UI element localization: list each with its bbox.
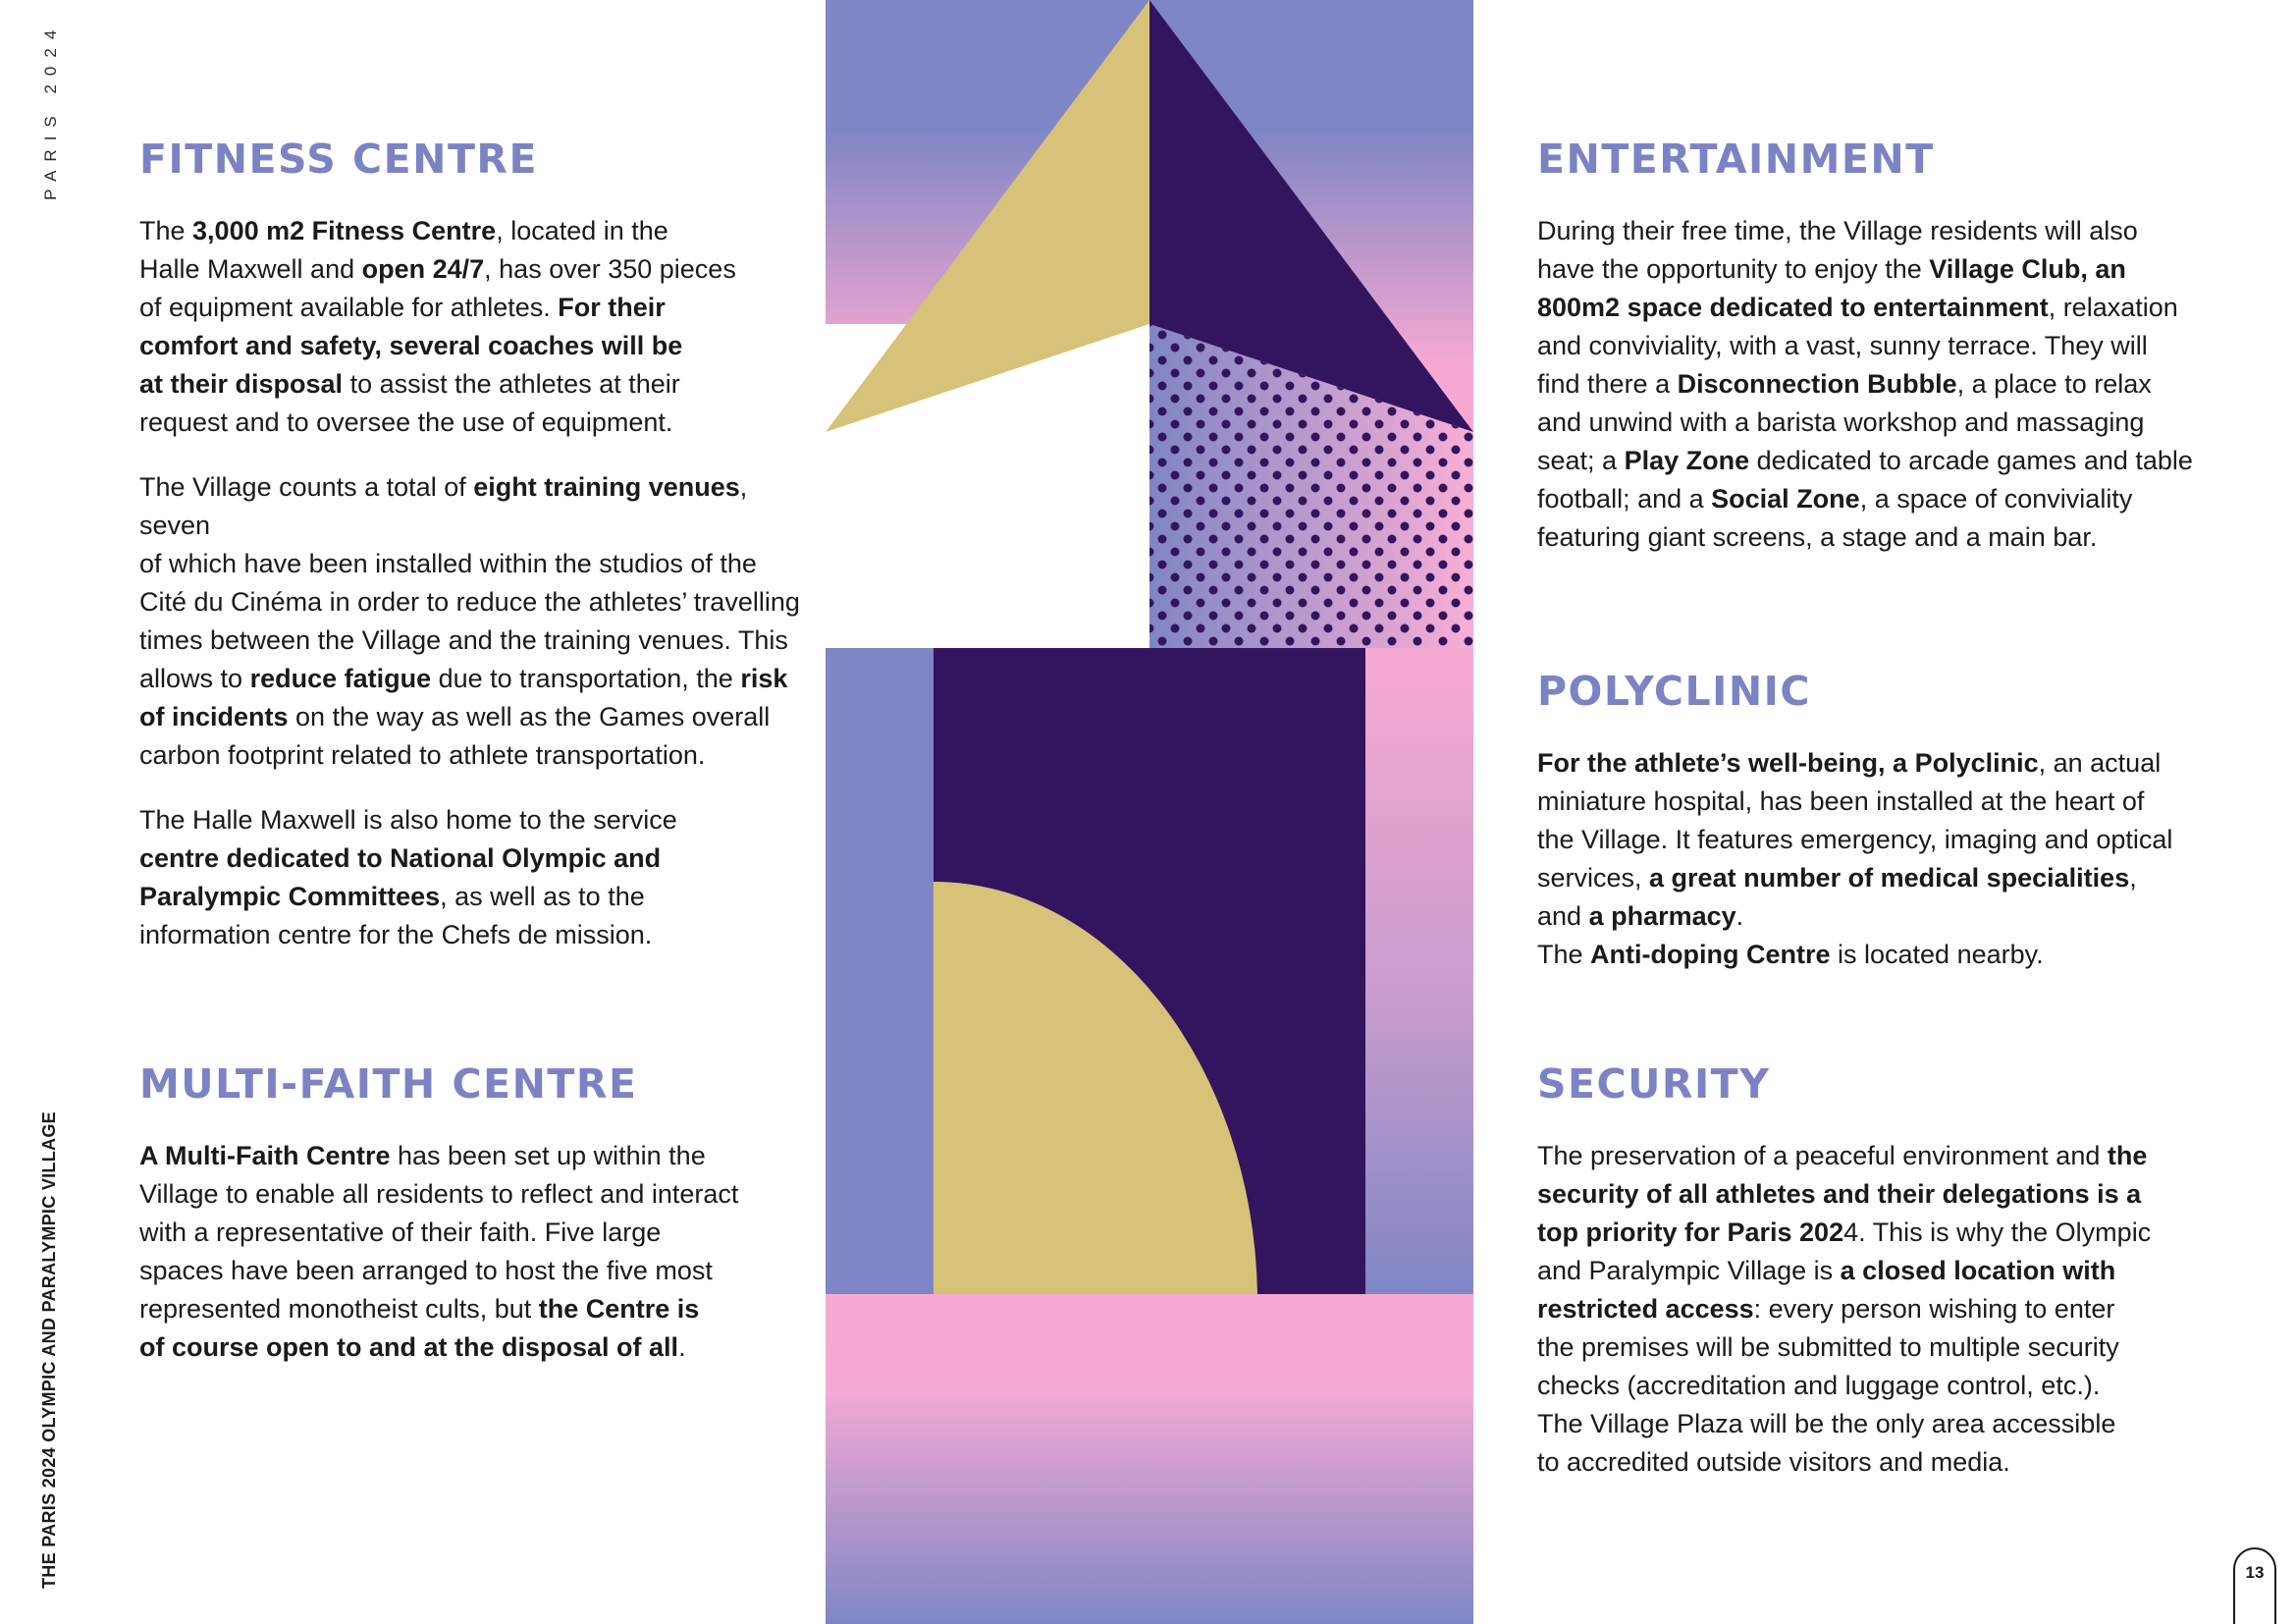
- text-run: , has over 350 pieces of equipment available for athletes.: [139, 254, 736, 322]
- fitness-heading: FITNESS CENTRE: [139, 135, 538, 183]
- bold-text: Village Club, an 800m2 space dedicated to entertainment: [1537, 254, 2126, 322]
- entertainment-section: [1537, 135, 2244, 583]
- text-run: to assist the athletes at their request and to oversee the use of equipment.: [139, 369, 680, 437]
- text-run: , and: [1537, 863, 2137, 931]
- polyclinic-heading: POLYCLINIC: [1537, 668, 1811, 715]
- security-section: [1537, 1060, 2244, 1508]
- fitness-paragraph-1: [139, 212, 817, 442]
- bold-text: risk of incidents: [139, 664, 788, 731]
- text-run: , located in the Halle Maxwell and: [139, 216, 668, 284]
- security-heading: SECURITY: [1537, 1060, 1771, 1108]
- text-run: The Village counts a total of: [139, 472, 474, 502]
- bold-text: a pharmacy: [1588, 901, 1736, 931]
- text-run: : every person wishing to enter the premises will be submitted to multiple security checks (accreditation and luggage control, etc.). The Village Plaza will be the only area accessible to accredited outside visitors and media.: [1537, 1294, 2119, 1477]
- bold-text: A Multi-Faith Centre: [139, 1141, 391, 1170]
- bold-text: the Centre is of course open to and at the disposal of all: [139, 1294, 700, 1362]
- text-run: The preservation of a peaceful environment and: [1537, 1141, 2108, 1170]
- running-header-text: PARIS 2024: [41, 21, 60, 200]
- text-run: , an actual miniature hospital, has been installed at the heart of the Village. It features emergency, imaging and optical services,: [1537, 748, 2173, 893]
- text-run: . The: [1537, 901, 1744, 969]
- text-run: During their free time, the Village residents will also have the opportunity to enjoy the: [1537, 216, 2138, 284]
- bold-text: the security of all athletes and their delegations is a top priority for Paris 202: [1537, 1141, 2148, 1247]
- bold-text: reduce fatigue: [249, 664, 432, 693]
- bold-text: For the athlete’s well-being, a Polyclinic: [1537, 748, 2039, 778]
- running-footer-text: THE PARIS 2024 OLYMPIC AND PARALYMPIC VILLAGE: [39, 1111, 59, 1589]
- bold-text: a great number of medical specialities: [1649, 863, 2130, 893]
- entertainment-heading: ENTERTAINMENT: [1537, 135, 1935, 183]
- bold-text: Play Zone: [1624, 446, 1750, 475]
- bold-text: Social Zone: [1711, 484, 1860, 514]
- text-run: , a space of conviviality featuring giant screens, a stage and a main bar.: [1537, 484, 2133, 552]
- bold-text: a closed location with restricted access: [1537, 1256, 2116, 1324]
- text-run: , seven of which have been installed within the studios of the Cité du Cinéma in order to reduce the athletes’ travelling times between the Village and the training venues. This allows to: [139, 472, 800, 693]
- bold-text: For their comfort and safety, several coaches will be at their disposal: [139, 293, 683, 399]
- decorative-artwork: [826, 0, 1473, 1624]
- art-left-strip: [826, 648, 934, 1296]
- text-run: .: [678, 1332, 686, 1362]
- text-run: is located nearby.: [1830, 940, 2044, 969]
- text-run: , relaxation and conviviality, with a vast, sunny terrace. They will find there a: [1537, 293, 2178, 399]
- art-bottom-gradient: [826, 1294, 1473, 1624]
- text-run: , as well as to the information centre for the Chefs de mission.: [139, 882, 653, 949]
- multifaith-section: [139, 1060, 817, 1393]
- security-paragraph: [1537, 1137, 2244, 1482]
- text-run: due to transportation, the: [431, 664, 741, 693]
- polyclinic-section: [1537, 668, 2244, 1001]
- multifaith-heading: MULTI-FAITH CENTRE: [139, 1060, 638, 1108]
- page-number: 13: [2233, 1547, 2276, 1624]
- text-run: The: [139, 216, 193, 245]
- bold-text: Anti-doping Centre: [1590, 940, 1831, 969]
- bold-text: eight training venues: [473, 472, 740, 502]
- text-run: has been set up within the Village to enable all residents to reflect and interact with a representative of their faith. Five large spaces have been arranged to host the five most represented monotheist cults, but: [139, 1141, 739, 1324]
- fitness-section: [139, 135, 817, 981]
- text-run: , a place to relax and unwind with a barista workshop and massaging seat; a: [1537, 369, 2152, 475]
- multifaith-paragraph: [139, 1137, 817, 1367]
- bold-text: 3,000 m2 Fitness Centre: [192, 216, 497, 245]
- entertainment-paragraph: [1537, 212, 2244, 557]
- bold-text: open 24/7: [361, 254, 485, 284]
- bold-text: Disconnection Bubble: [1677, 369, 1957, 399]
- text-run: on the way as well as the Games overall carbon footprint related to athlete transportation.: [139, 702, 771, 770]
- text-run: dedicated to arcade games and table football; and a: [1537, 446, 2193, 514]
- fitness-paragraph-2: [139, 468, 817, 775]
- text-run: The Halle Maxwell is also home to the service: [139, 805, 677, 835]
- fitness-paragraph-3: [139, 801, 817, 954]
- polyclinic-paragraph: [1537, 744, 2244, 974]
- art-right-strip: [1365, 648, 1473, 1296]
- bold-text: centre dedicated to National Olympic and Paralympic Committees: [139, 843, 662, 911]
- text-run: 4. This is why the Olympic and Paralympic Village is: [1537, 1218, 2152, 1285]
